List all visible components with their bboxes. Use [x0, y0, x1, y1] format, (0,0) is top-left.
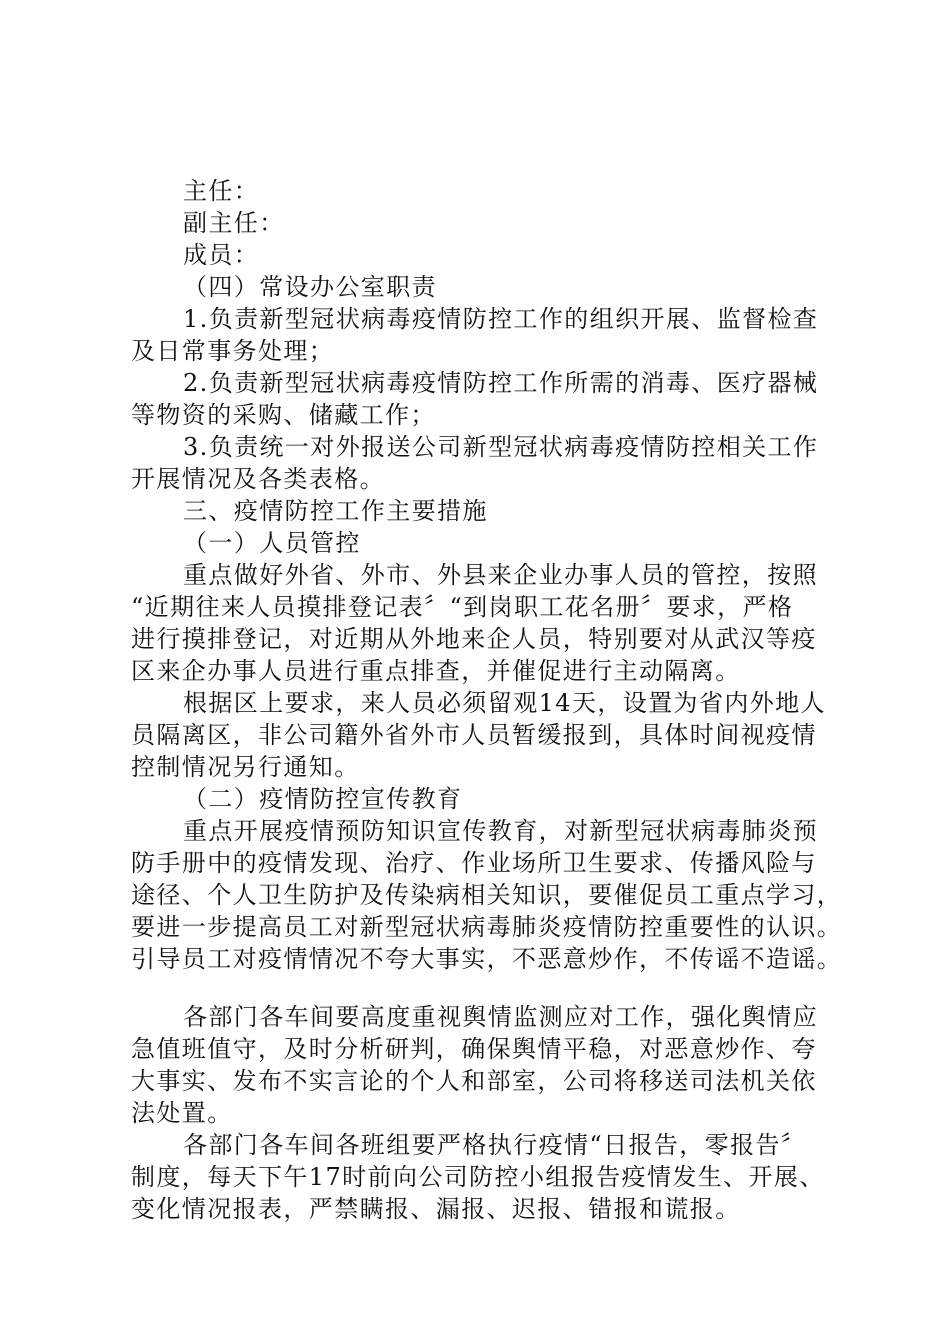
- section-heading-office-duties: （四）常设办公室职责: [183, 273, 437, 301]
- subsection-heading-personnel-control: （一）人员管控: [183, 529, 361, 557]
- paragraph-line: 控制情况另行通知。: [131, 753, 360, 781]
- line-deputy-director: 副主任：: [183, 209, 285, 237]
- subsection-heading-publicity-education: （二）疫情防控宣传教育: [183, 785, 463, 813]
- duty-3-line-2: 开展情况及各类表格。: [131, 465, 385, 493]
- paragraph-line: 大事实、发布不实言论的个人和部室，公司将移送司法机关依: [131, 1067, 817, 1095]
- paragraph-line: 重点开展疫情预防知识宣传教育，对新型冠状病毒肺炎预: [183, 817, 818, 845]
- duty-2-line-2: 等物资的采购、储藏工作；: [131, 401, 436, 429]
- line-director: 主任：: [183, 177, 260, 205]
- paragraph-line: 重点做好外省、外市、外县来企业办事人员的管控，按照: [183, 561, 818, 589]
- paragraph-line: 法处置。: [131, 1099, 233, 1127]
- document-body: [131, 175, 843, 1225]
- paragraph-line: 变化情况报表，严禁瞒报、漏报、迟报、错报和谎报。: [131, 1195, 741, 1223]
- paragraph-line: 要进一步提高员工对新型冠状病毒肺炎疫情防控重要性的认识。: [131, 913, 843, 941]
- paragraph-line: 途径、个人卫生防护及传染病相关知识，要催促员工重点学习，: [131, 881, 843, 909]
- paragraph-line: 制度，每天下午17时前向公司防控小组报告疫情发生、开展、: [131, 1163, 825, 1191]
- paragraph-line: 防手册中的疫情发现、治疗、作业场所卫生要求、传播风险与: [131, 849, 817, 877]
- line-members: 成员：: [183, 241, 260, 269]
- paragraph-line: 急值班值守，及时分析研判，确保舆情平稳，对恶意炒作、夸: [131, 1035, 817, 1063]
- duty-1-line-1: 1.负责新型冠状病毒疫情防控工作的组织开展、监督检查: [183, 305, 819, 333]
- paragraph-line: 引导员工对疫情情况不夸大事实，不恶意炒作，不传谣不造谣。: [131, 945, 843, 973]
- duty-2-line-1: 2.负责新型冠状病毒疫情防控工作所需的消毒、医疗器械: [183, 369, 819, 397]
- duty-1-line-2: 及日常事务处理；: [131, 337, 335, 365]
- section-heading-main-measures: 三、疫情防控工作主要措施: [183, 497, 488, 525]
- paragraph-line: 进行摸排登记，对近期从外地来企人员，特别要对从武汉等疫: [131, 625, 817, 653]
- paragraph-line: 员隔离区，非公司籍外省外市人员暂缓报到，具体时间视疫情: [131, 721, 817, 749]
- duty-3-line-1: 3.负责统一对外报送公司新型冠状病毒疫情防控相关工作: [183, 433, 819, 461]
- paragraph-line: 区来企办事人员进行重点排查，并催促进行主动隔离。: [131, 657, 741, 685]
- paragraph-line: 根据区上要求，来人员必须留观14天，设置为省内外地人: [183, 689, 826, 717]
- blank-line: [131, 975, 831, 1001]
- paragraph-line: 各部门各车间各班组要严格执行疫情“日报告，零报告〞: [183, 1131, 807, 1159]
- paragraph-line: “近期往来人员摸排登记表〞“到岗职工花名册〞要求，严格: [131, 593, 794, 621]
- paragraph-line: 各部门各车间要高度重视舆情监测应对工作，强化舆情应: [183, 1003, 818, 1031]
